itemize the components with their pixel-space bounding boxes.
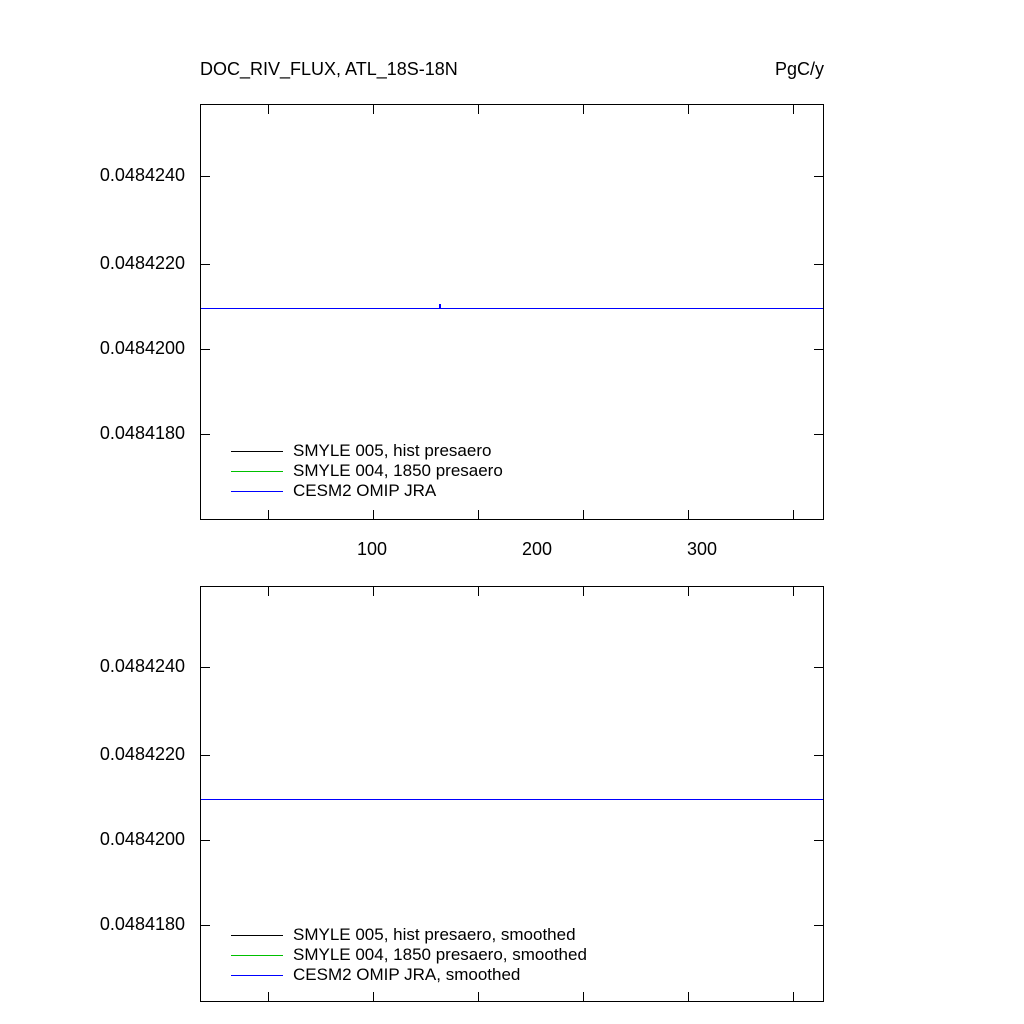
bottom-panel-ytick-label: 0.0484220: [99, 744, 185, 764]
tick-bottom: [373, 992, 374, 1001]
units-label: PgC/y: [774, 59, 824, 79]
tick-bottom: [373, 510, 374, 519]
tick-top: [793, 587, 794, 596]
top-panel-xtick-label: 200: [521, 539, 553, 559]
top-panel-xtick-label: 300: [686, 539, 718, 559]
legend-swatch-black-icon: [231, 935, 283, 936]
legend-label: SMYLE 005, hist presaero: [293, 441, 492, 460]
tick-top: [373, 587, 374, 596]
tick-bottom: [793, 510, 794, 519]
bottom-panel-ytick-label: 0.0484240: [99, 656, 185, 676]
tick-left: [201, 925, 210, 926]
tick-bottom: [478, 992, 479, 1001]
legend-item: [231, 925, 587, 945]
top-panel-legend: [231, 441, 503, 501]
tick-right: [814, 176, 823, 177]
bottom-panel-ytick-label: 0.0484200: [99, 829, 185, 849]
legend-label: SMYLE 004, 1850 presaero: [293, 461, 503, 480]
legend-swatch-green-icon: [231, 471, 283, 472]
tick-bottom: [583, 992, 584, 1001]
tick-right: [814, 667, 823, 668]
tick-left: [201, 434, 210, 435]
legend-item: [231, 481, 503, 501]
tick-bottom: [268, 992, 269, 1001]
tick-top: [478, 105, 479, 114]
tick-top: [688, 105, 689, 114]
tick-top: [478, 587, 479, 596]
tick-right: [814, 755, 823, 756]
tick-top: [373, 105, 374, 114]
legend-swatch-blue-icon: [231, 975, 283, 976]
tick-right: [814, 840, 823, 841]
tick-bottom: [583, 510, 584, 519]
legend-item: [231, 461, 503, 481]
legend-label: SMYLE 005, hist presaero, smoothed: [293, 925, 576, 944]
legend-swatch-blue-icon: [231, 491, 283, 492]
tick-left: [201, 264, 210, 265]
top-panel-ytick-label: 0.0484180: [99, 423, 185, 443]
tick-bottom: [688, 992, 689, 1001]
tick-top: [268, 587, 269, 596]
tick-top: [583, 105, 584, 114]
bottom-panel-legend: [231, 925, 587, 985]
tick-top: [793, 105, 794, 114]
tick-top: [688, 587, 689, 596]
legend-label: CESM2 OMIP JRA, smoothed: [293, 965, 521, 984]
page-title: DOC_RIV_FLUX, ATL_18S-18N: [200, 59, 458, 79]
legend-item: [231, 965, 587, 985]
tick-bottom: [688, 510, 689, 519]
legend-label: CESM2 OMIP JRA: [293, 481, 437, 500]
legend-swatch-black-icon: [231, 451, 283, 452]
tick-left: [201, 755, 210, 756]
tick-bottom: [268, 510, 269, 519]
series-line-cesm2-omip-jra-smoothed: [201, 799, 823, 800]
bottom-panel-plot-area: [201, 587, 823, 1001]
tick-top: [583, 587, 584, 596]
top-panel-plot-area: [201, 105, 823, 519]
tick-top: [268, 105, 269, 114]
top-panel-ytick-label: 0.0484200: [99, 338, 185, 358]
tick-bottom: [793, 992, 794, 1001]
tick-left: [201, 667, 210, 668]
bottom-panel-ytick-label: 0.0484180: [99, 914, 185, 934]
tick-left: [201, 349, 210, 350]
tick-right: [814, 925, 823, 926]
tick-right: [814, 434, 823, 435]
legend-item: [231, 945, 587, 965]
tick-right: [814, 349, 823, 350]
legend-swatch-green-icon: [231, 955, 283, 956]
tick-left: [201, 176, 210, 177]
series-spike-marker: [439, 304, 441, 309]
top-panel-xtick-label: 100: [356, 539, 388, 559]
top-panel-ytick-label: 0.0484240: [99, 165, 185, 185]
legend-label: SMYLE 004, 1850 presaero, smoothed: [293, 945, 587, 964]
tick-right: [814, 264, 823, 265]
bottom-panel-plot-frame: [200, 586, 824, 1002]
tick-left: [201, 840, 210, 841]
title-row: [200, 58, 824, 80]
top-panel-ytick-label: 0.0484220: [99, 253, 185, 273]
top-panel-plot-frame: [200, 104, 824, 520]
series-line-cesm2-omip-jra: [201, 308, 823, 309]
legend-item: [231, 441, 503, 461]
tick-bottom: [478, 510, 479, 519]
